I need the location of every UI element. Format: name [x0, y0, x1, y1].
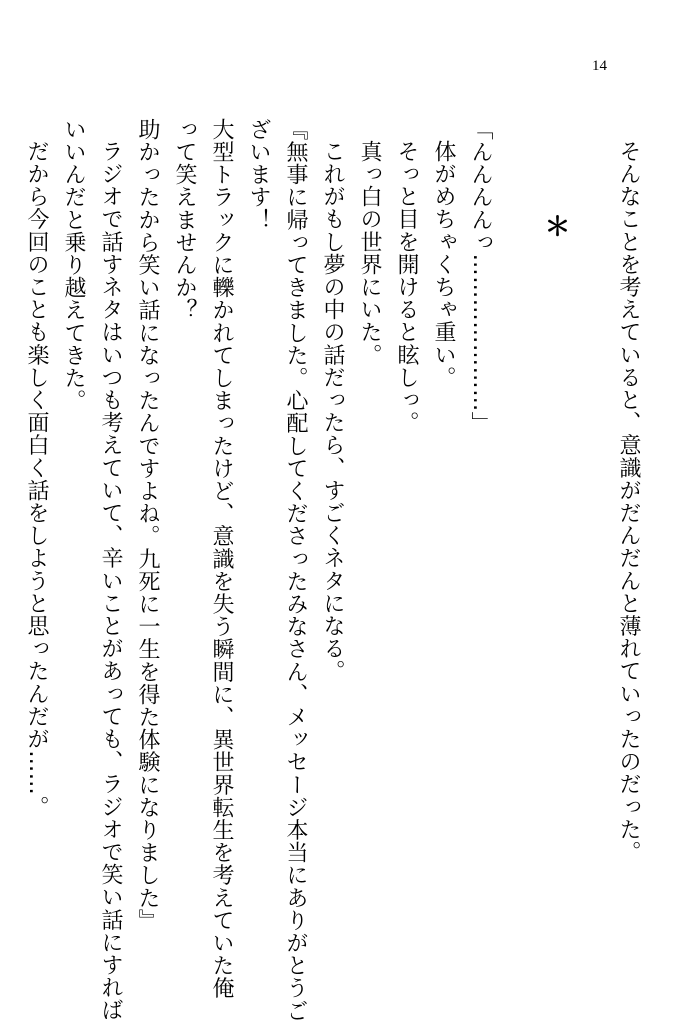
- text-line: いいんだと乗り越えてきた。: [61, 118, 86, 412]
- text-line: ラジオで話すネタはいつも考えていて、辛いことがあっても、ラジオで笑い話にすれば: [98, 140, 123, 1022]
- blank-line: [499, 118, 536, 948]
- text-line: 真っ白の世界にいた。: [357, 140, 382, 366]
- text-line: これがもし夢の中の話だったら、すごくネタになる。: [320, 140, 345, 683]
- blank-line: [573, 118, 610, 948]
- text-line: って笑えませんか？: [172, 118, 197, 322]
- text-line: 体がめちゃくちゃ重い。: [431, 140, 456, 389]
- text-line: 『無事に帰ってきました。心配してくださったみなさん、メッセージ本当にありがとうご: [283, 118, 308, 1022]
- text-line: 大型トラックに轢かれてしまったけど、意識を失う瞬間に、異世界転生を考えていた俺: [209, 118, 234, 1000]
- text-line: 「んんんんっ…………………」: [468, 118, 493, 435]
- text-line: そんなことを考えていると、意識がだんだんと薄れていったのだった。: [616, 140, 641, 864]
- text-line: 助かったから笑い話になったんですよね。九死に一生を得た体験になりました』: [135, 118, 160, 932]
- text-line: そっと目を開けると眩しっ。: [394, 140, 419, 434]
- text-line: だから今回のことも楽しく面白く話をしようと思ったんだが……。: [24, 140, 49, 818]
- page-number: 14: [592, 58, 607, 74]
- body-text: [18, 118, 647, 1022]
- text-line: ざいます！: [246, 118, 271, 231]
- scene-break-asterisk: ＊: [540, 213, 570, 240]
